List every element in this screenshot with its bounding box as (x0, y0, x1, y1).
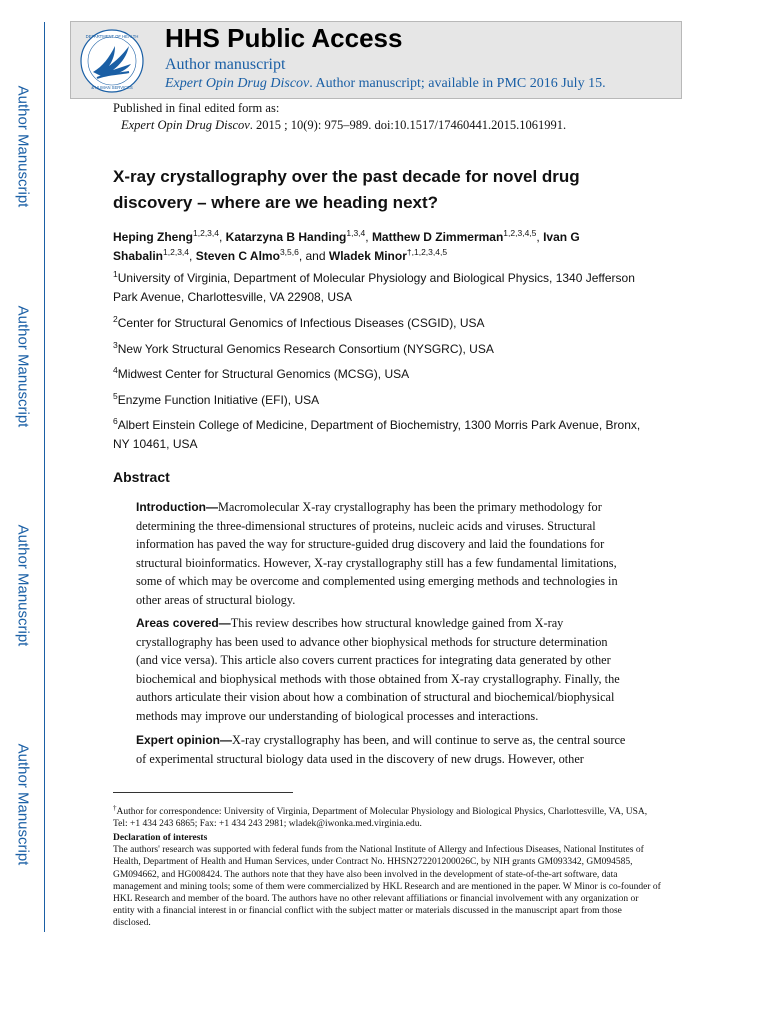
hhs-public-access-banner (70, 21, 682, 99)
author-affiliation-marks: 1,2,3,4 (163, 247, 190, 257)
side-label-author-manuscript: Author Manuscript (14, 524, 32, 647)
abstract-introduction (136, 498, 632, 609)
author-name: Steven C Almo (195, 249, 280, 263)
affiliation-text: Midwest Center for Structural Genomics (MCSG), USA (117, 367, 410, 381)
declaration-of-interests (113, 832, 661, 930)
abstract-heading: Abstract (113, 469, 170, 485)
citation-details: . 2015 ; 10(9): 975–989. doi:10.1517/17460441.2015.1061991. (249, 118, 567, 132)
author-name: Matthew D Zimmerman (371, 230, 504, 244)
journal-name: Expert Opin Drug Discov (165, 76, 310, 91)
author-separator: , (365, 230, 372, 244)
declaration-heading: Declaration of interests (113, 833, 208, 843)
affiliation-text: New York Structural Genomics Research Consortium (NYSGRC), USA (117, 342, 494, 356)
article-title: X-ray crystallography over the past decade for novel drug discovery – where are we heading next? (113, 167, 580, 212)
abstract-areas-covered (136, 614, 632, 725)
section-text: X-ray crystallography has been, and will continue to serve as, the central source of experimental structural biology data used in the discovery of new drugs. However, other (136, 733, 626, 766)
affiliation-number: 5 (113, 391, 118, 401)
author-affiliation-marks: †,1,2,3,4,5 (406, 247, 448, 257)
banner-title: HHS Public Access (165, 23, 403, 53)
affiliation-number: 6 (113, 416, 118, 426)
correspondence-text: Author for correspondence: University of Virginia, Department of Molecular Physiology and Biological Physics, Charlottesville, VA, USA, Tel: +1 434 243 6865; Fax: +1 434 243 2981; wladek@iwonka.med.virginia.edu. (113, 807, 648, 830)
author-name: Katarzyna B Handing (225, 230, 347, 244)
author-manuscript-rail (0, 0, 46, 1024)
banner-subtitle: Author manuscript (165, 56, 286, 73)
availability-text: . Author manuscript; available in PMC 2016 July 15. (309, 76, 606, 91)
affiliation-text: Albert Einstein College of Medicine, Department of Biochemistry, 1300 Morris Park Avenue, Bronx, NY 10461, USA (113, 418, 641, 451)
affiliation-item (113, 416, 653, 454)
author-name: Heping Zheng (113, 230, 193, 244)
affiliation-number: 3 (113, 340, 118, 350)
author-separator: , and (298, 249, 329, 263)
author-affiliation-marks: 1,3,4 (346, 228, 366, 238)
author-affiliation-marks: 3,5,6 (279, 247, 299, 257)
correspondence-mark: † (113, 803, 117, 812)
rail-divider-line (44, 22, 45, 932)
section-text: This review describes how structural knowledge gained from X-ray crystallography has been used to advance other biophysical methods for structure determination (and vice versa). This article also covers current practices for integrating data generated by other biochemical and biophysical methods with those obtained from X-ray crystallography. Finally, the authors articulate their vision about how a combination of structural and biochemical/biophysical methods may improve our understanding of biological processes and interactions. (136, 616, 620, 723)
side-label-author-manuscript: Author Manuscript (14, 305, 32, 428)
side-label-author-manuscript: Author Manuscript (14, 85, 32, 208)
author-name: Wladek Minor (328, 249, 407, 263)
section-lead: Areas covered— (136, 616, 231, 630)
affiliation-item (113, 340, 653, 359)
affiliation-number: 2 (113, 314, 118, 324)
hhs-eagle-seal-icon (79, 28, 145, 94)
author-list (113, 228, 653, 266)
author-name: Ivan G Shabalin (113, 230, 580, 263)
affiliation-number: 1 (113, 269, 118, 279)
author-separator: , (189, 249, 196, 263)
side-label-author-manuscript: Author Manuscript (14, 743, 32, 866)
svg-text:& HUMAN SERVICES: & HUMAN SERVICES (91, 85, 133, 90)
published-citation (113, 117, 566, 134)
affiliation-number: 4 (113, 365, 118, 375)
citation-journal: Expert Opin Drug Discov (121, 118, 250, 132)
abstract-expert-opinion (136, 731, 632, 768)
author-separator: , (219, 230, 226, 244)
affiliation-text: Center for Structural Genomics of Infectious Diseases (CSGID), USA (117, 316, 485, 330)
affiliation-text: Enzyme Function Initiative (EFI), USA (117, 393, 320, 407)
affiliation-item (113, 365, 653, 384)
correspondence-footnote (113, 803, 661, 830)
section-text: Macromolecular X-ray crystallography has been the primary methodology for determining the three-dimensional structures of proteins, nucleic acids and viruses. Structural information has paved the way for structure-guided drug discovery and laid the foundations for structural bioinformatics. However, X-ray crystallography still has a few fundamental limitations, some of which may be overcome and complemented using emerging methods and technologies in other areas of structural biology. (136, 500, 618, 607)
author-affiliation-marks: 1,2,3,4,5 (503, 228, 537, 238)
section-lead: Expert opinion— (136, 733, 232, 747)
affiliation-item (113, 269, 653, 307)
banner-availability (165, 76, 606, 92)
author-affiliation-marks: 1,2,3,4 (193, 228, 219, 238)
affiliation-item (113, 314, 653, 333)
section-lead: Introduction— (136, 500, 218, 514)
published-note (113, 100, 566, 134)
affiliation-item (113, 391, 653, 410)
published-label: Published in final edited form as: (113, 101, 280, 115)
declaration-text: The authors' research was supported with federal funds from the National Institute of Allergy and Infectious Diseases, National Institutes of Health, Department of Health and Human Services, under Contract No. HHSN272201200026C, by NIH grants GM093342, GM094585, GM094662, and HG008424. The authors note that they have also been involved in the development of state-of-the-art software, data management and mining tools; some of them were commercialized by HKL Research and are mentioned in the paper. W Minor is co-founder of HKL Research and member of the board. The authors have no other relevant affiliations or financial involvement with any organization or entity with a financial interest in or financial conflict with the subject matter or materials discussed in the manuscript apart from those disclosed. (113, 845, 661, 929)
footnote-rule (113, 792, 293, 793)
affiliation-text: University of Virginia, Department of Molecular Physiology and Biological Physics, 1340 Jefferson Park Avenue, Charlottesville, VA 22908, USA (113, 271, 635, 304)
svg-text:DEPARTMENT OF HEALTH: DEPARTMENT OF HEALTH (85, 34, 139, 39)
author-separator: , (536, 230, 544, 244)
